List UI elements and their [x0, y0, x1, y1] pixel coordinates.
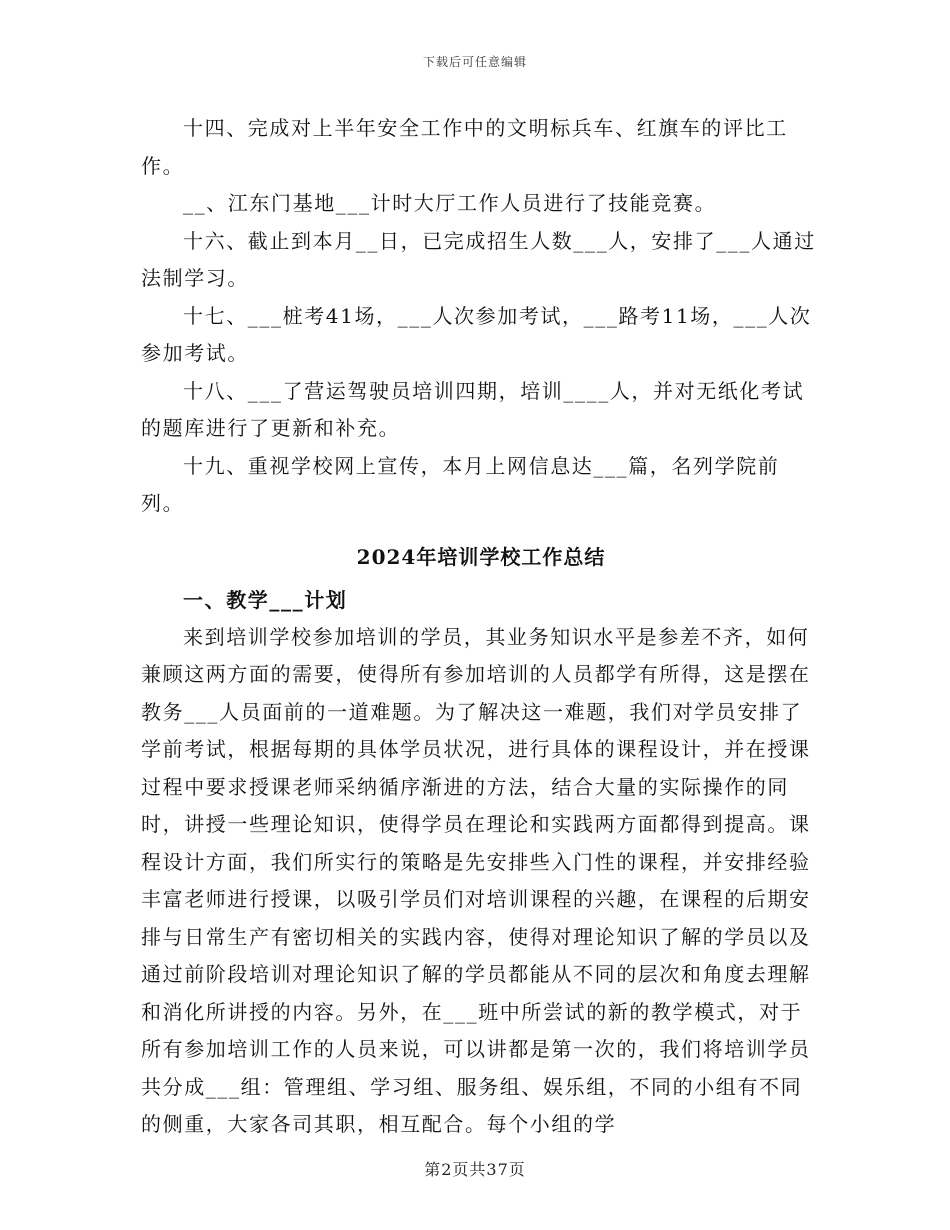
paragraph-19: 十九、重视学校网上宣传，本月上网信息达___篇，名列学院前列。 — [141, 453, 780, 515]
section-body: 来到培训学校参加培训的学员，其业务知识水平是参差不齐，如何兼顾这两方面的需要，使得所有参加培训的人员都学有所得，这是摆在教务___人员面前的一道难题。为了解决这一难题，我们对学员安排了学前考试，根据每期的具体学员状况，进行具体的课程设计，并在授课过程中要求授课老师采纳循序渐进的方法，结合大量的实际操作的同时，讲授一些理论知识，使得学员在理论和实践两方面都得到提高。课程设计方面，我们所实行的策略是先安排些入门性的课程，并安排经验丰富老师进行授课，以吸引学员们对培训课程的兴趣，在课程的后期安排与日常生产有密切相关的实践内容，使得对理论知识了解的学员以及通过前阶段培训对理论知识了解的学员都能从不同的层次和角度去理解和消化所讲授的内容。另外，在___班中所尝试的新的教学模式，对于所有参加培训工作的人员来说，可以讲都是第一次的，我们将培训学员共分成___组：管理组、学习组、服务组、娱乐组，不同的小组有不同的侧重，大家各司其职，相互配合。每个小组的学 — [141, 624, 811, 1136]
page-header: 下载后可任意编辑 — [422, 55, 527, 69]
paragraph-18: 十八、___了营运驾驶员培训四期，培训____人，并对无纸化考试的题库进行了更新和补充。 — [141, 378, 805, 440]
section-heading: 一、教学___计划 — [183, 587, 348, 612]
paragraph-17: 十七、___桩考41场，___人次参加考试，___路考11场，___人次参加考试。 — [141, 303, 812, 365]
paragraph-16: 十六、截止到本月__日，已完成招生人数___人，安排了___人通过法制学习。 — [141, 228, 816, 290]
document-body — [141, 110, 821, 1144]
document-title: 2024年培训学校工作总结 — [356, 544, 606, 569]
page-footer: 第2页共37页 — [424, 1160, 526, 1179]
paragraph-14: 十四、完成对上半年安全工作中的文明标兵车、红旗车的评比工作。 — [141, 116, 788, 178]
paragraph-15: __、江东门基地___计时大厅工作人员进行了技能竞赛。 — [183, 191, 717, 215]
